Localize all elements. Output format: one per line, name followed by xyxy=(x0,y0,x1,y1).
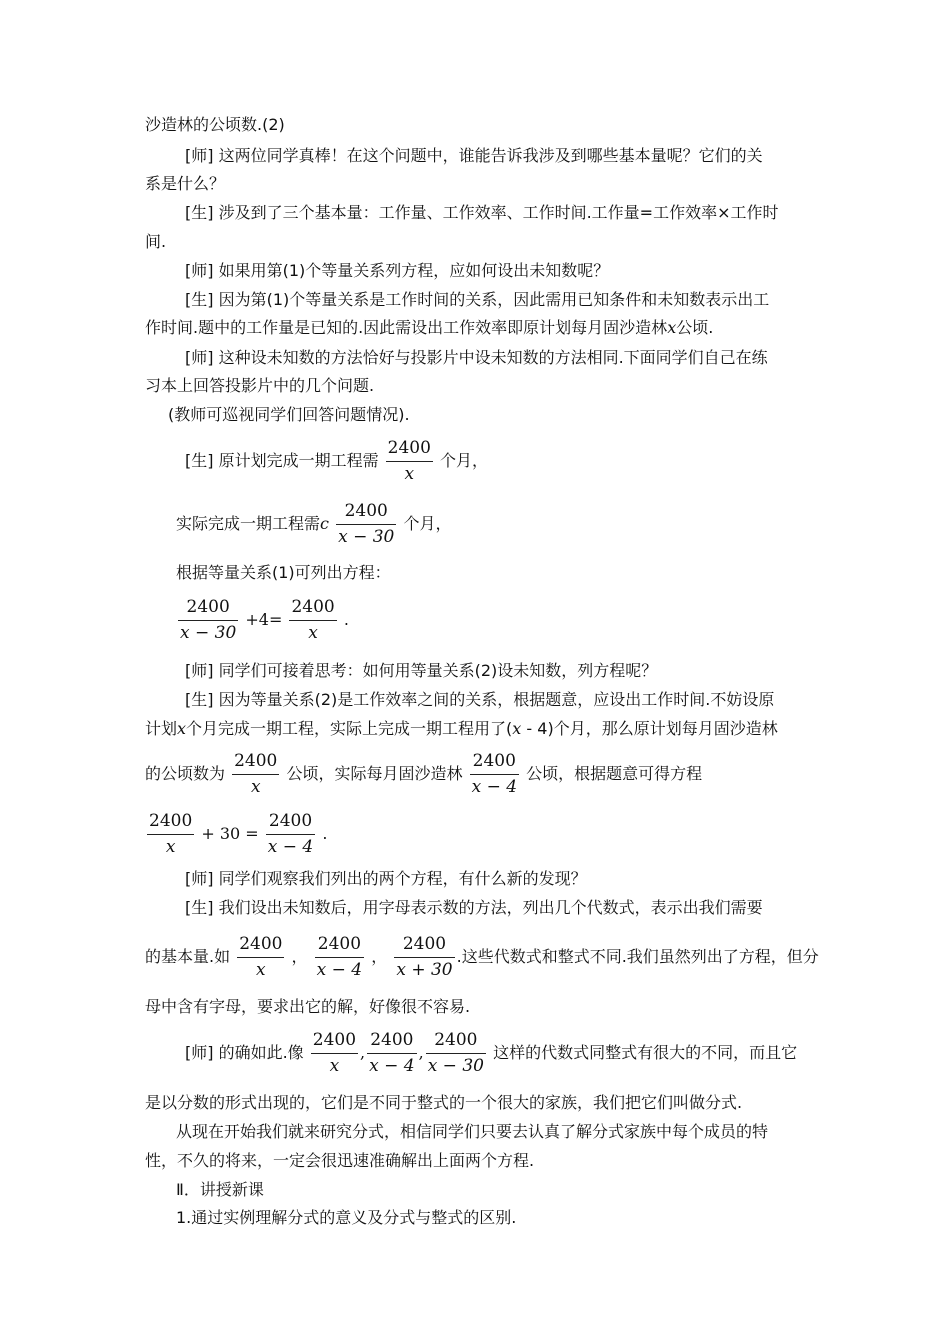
operator: +4= xyxy=(245,610,283,629)
text-segment: . xyxy=(343,610,349,629)
text-segment: [师] 的确如此.像 xyxy=(185,1043,304,1062)
separator: , xyxy=(360,1043,366,1062)
variable-x: x xyxy=(512,719,522,738)
separator: ， xyxy=(291,947,308,966)
text-segment: 计划 xyxy=(145,719,178,738)
fraction xyxy=(266,813,315,856)
denominator: x − 4 xyxy=(315,957,364,979)
text-line xyxy=(145,746,702,802)
text-segment: 的基本量.如 xyxy=(145,947,231,966)
text-segment: .这些代数式和整式不同.我们虽然列出了方程，但分 xyxy=(456,947,819,966)
section-heading: Ⅱ．讲授新课 xyxy=(176,1180,264,1199)
text-segment: 个月， xyxy=(403,514,452,533)
text-line: [生] 涉及到了三个基本量：工作量、工作效率、工作时间.工作量=工作效率×工作时 xyxy=(185,203,779,222)
text-line: 从现在开始我们就来研究分式，相信同学们只要去认真了解分式家族中每个成员的特 xyxy=(176,1122,769,1141)
fraction xyxy=(147,813,194,856)
denominator: x xyxy=(311,1053,358,1075)
text-line: 系是什么？ xyxy=(145,174,226,193)
text-line xyxy=(145,318,713,338)
text-line: [师] 同学们观察我们列出的两个方程，有什么新的发现？ xyxy=(185,869,587,888)
equation-1 xyxy=(176,592,349,648)
text-line: [生] 我们设出未知数后，用字母表示数的方法，列出几个代数式，表示出我们需要 xyxy=(185,898,763,917)
denominator: x − 4 xyxy=(470,774,519,796)
text-line: [师] 这两位同学真棒！在这个问题中，谁能告诉我涉及到哪些基本量呢？它们的关 xyxy=(185,146,763,165)
fraction xyxy=(386,440,433,483)
text-line: 是以分数的形式出现的，它们是不同于整式的一个很大的家族，我们把它们叫做分式. xyxy=(145,1093,743,1112)
text-line xyxy=(185,434,488,488)
numerator: 2400 xyxy=(186,597,230,617)
denominator: x − 30 xyxy=(336,524,396,546)
text-segment: 个月完成一期工程，实际上完成一期工程用了( xyxy=(186,719,513,738)
numerator: 2400 xyxy=(472,751,516,771)
text-line: [生] 因为等量关系(2)是工作效率之间的关系，根据题意，应设出工作时间.不妨设原 xyxy=(185,690,775,709)
text-segment: 公顷，实际每月固沙造林 xyxy=(286,764,463,783)
text-segment: 这样的代数式同整式有很大的不同，而且它 xyxy=(493,1043,798,1062)
text-line xyxy=(185,1024,797,1082)
text-line: 根据等量关系(1)可列出方程： xyxy=(176,563,391,582)
numerator: 2400 xyxy=(149,811,193,831)
text-line: [师] 这种设未知数的方法恰好与投影片中设未知数的方法相同.下面同学们自己在练 xyxy=(185,348,768,367)
fraction xyxy=(311,1032,358,1075)
numerator: 2400 xyxy=(434,1030,478,1050)
text-line: (教师可巡视同学们回答问题情况). xyxy=(168,405,410,424)
numerator: 2400 xyxy=(312,1030,357,1050)
text-line: [生] 因为第(1)个等量关系是工作时间的关系，因此需用已知条件和未知数表示出工 xyxy=(185,290,770,309)
text-segment: 个月， xyxy=(440,451,489,470)
numerator: 2400 xyxy=(234,751,278,771)
text-line: 沙造林的公顷数.(2) xyxy=(145,115,285,134)
text-line xyxy=(176,496,451,552)
numerator: 2400 xyxy=(402,934,447,954)
text-line: 间. xyxy=(145,232,167,251)
denominator: x xyxy=(289,620,336,642)
numerator: 2400 xyxy=(370,1030,414,1050)
fraction xyxy=(394,936,454,979)
fraction xyxy=(426,1032,486,1075)
denominator: x − 4 xyxy=(266,834,315,856)
variable-x: x xyxy=(177,719,187,738)
operator: + 30 = xyxy=(201,824,259,843)
denominator: x − 30 xyxy=(426,1053,486,1075)
text-segment: 作时间.题中的工作量是已知的.因此需设出工作效率即原计划每月固沙造林 xyxy=(145,318,668,337)
text-line: 母中含有字母，要求出它的解，好像很不容易. xyxy=(145,997,471,1016)
numerator: 2400 xyxy=(317,934,362,954)
text-line: 性，不久的将来，一定会很迅速准确解出上面两个方程. xyxy=(145,1151,535,1170)
denominator: x − 4 xyxy=(367,1053,416,1075)
separator: ， xyxy=(371,947,388,966)
variable-x: x xyxy=(667,318,677,337)
text-line xyxy=(145,928,819,986)
numerator: 2400 xyxy=(344,501,388,521)
text-line: 1.通过实例理解分式的意义及分式与整式的区别. xyxy=(176,1208,517,1227)
numerator: 2400 xyxy=(387,438,431,458)
denominator: x + 30 xyxy=(394,957,454,979)
text-segment: 公顷. xyxy=(676,318,714,337)
numerator: 2400 xyxy=(268,811,313,831)
fraction xyxy=(178,599,238,642)
fraction xyxy=(336,503,396,546)
text-segment: 实际完成一期工程需 xyxy=(176,514,321,533)
fraction xyxy=(367,1032,416,1075)
fraction xyxy=(315,936,364,979)
equation-2 xyxy=(145,806,327,862)
variable-c: c xyxy=(320,514,329,533)
fraction xyxy=(237,936,284,979)
text-segment: - 4)个月，那么原计划每月固沙造林 xyxy=(521,719,778,738)
denominator: x xyxy=(386,461,433,483)
separator: , xyxy=(418,1043,424,1062)
text-line xyxy=(145,719,778,739)
text-segment: 公顷，根据题意可得方程 xyxy=(526,764,703,783)
numerator: 2400 xyxy=(239,934,283,954)
fraction xyxy=(289,599,336,642)
text-segment: [生] 原计划完成一期工程需 xyxy=(185,451,379,470)
text-segment: . xyxy=(322,824,328,843)
denominator: x xyxy=(237,957,284,979)
numerator: 2400 xyxy=(291,597,335,617)
denominator: x xyxy=(232,774,279,796)
fraction xyxy=(232,753,279,796)
denominator: x − 30 xyxy=(178,620,238,642)
text-line: [师] 同学们可接着思考：如何用等量关系(2)设未知数，列方程呢？ xyxy=(185,661,658,680)
text-segment: 的公顷数为 xyxy=(145,764,226,783)
text-line: 习本上回答投影片中的几个问题. xyxy=(145,376,375,395)
denominator: x xyxy=(147,834,194,856)
text-line: [师] 如果用第(1)个等量关系列方程，应如何设出未知数呢？ xyxy=(185,261,610,280)
fraction xyxy=(470,753,519,796)
